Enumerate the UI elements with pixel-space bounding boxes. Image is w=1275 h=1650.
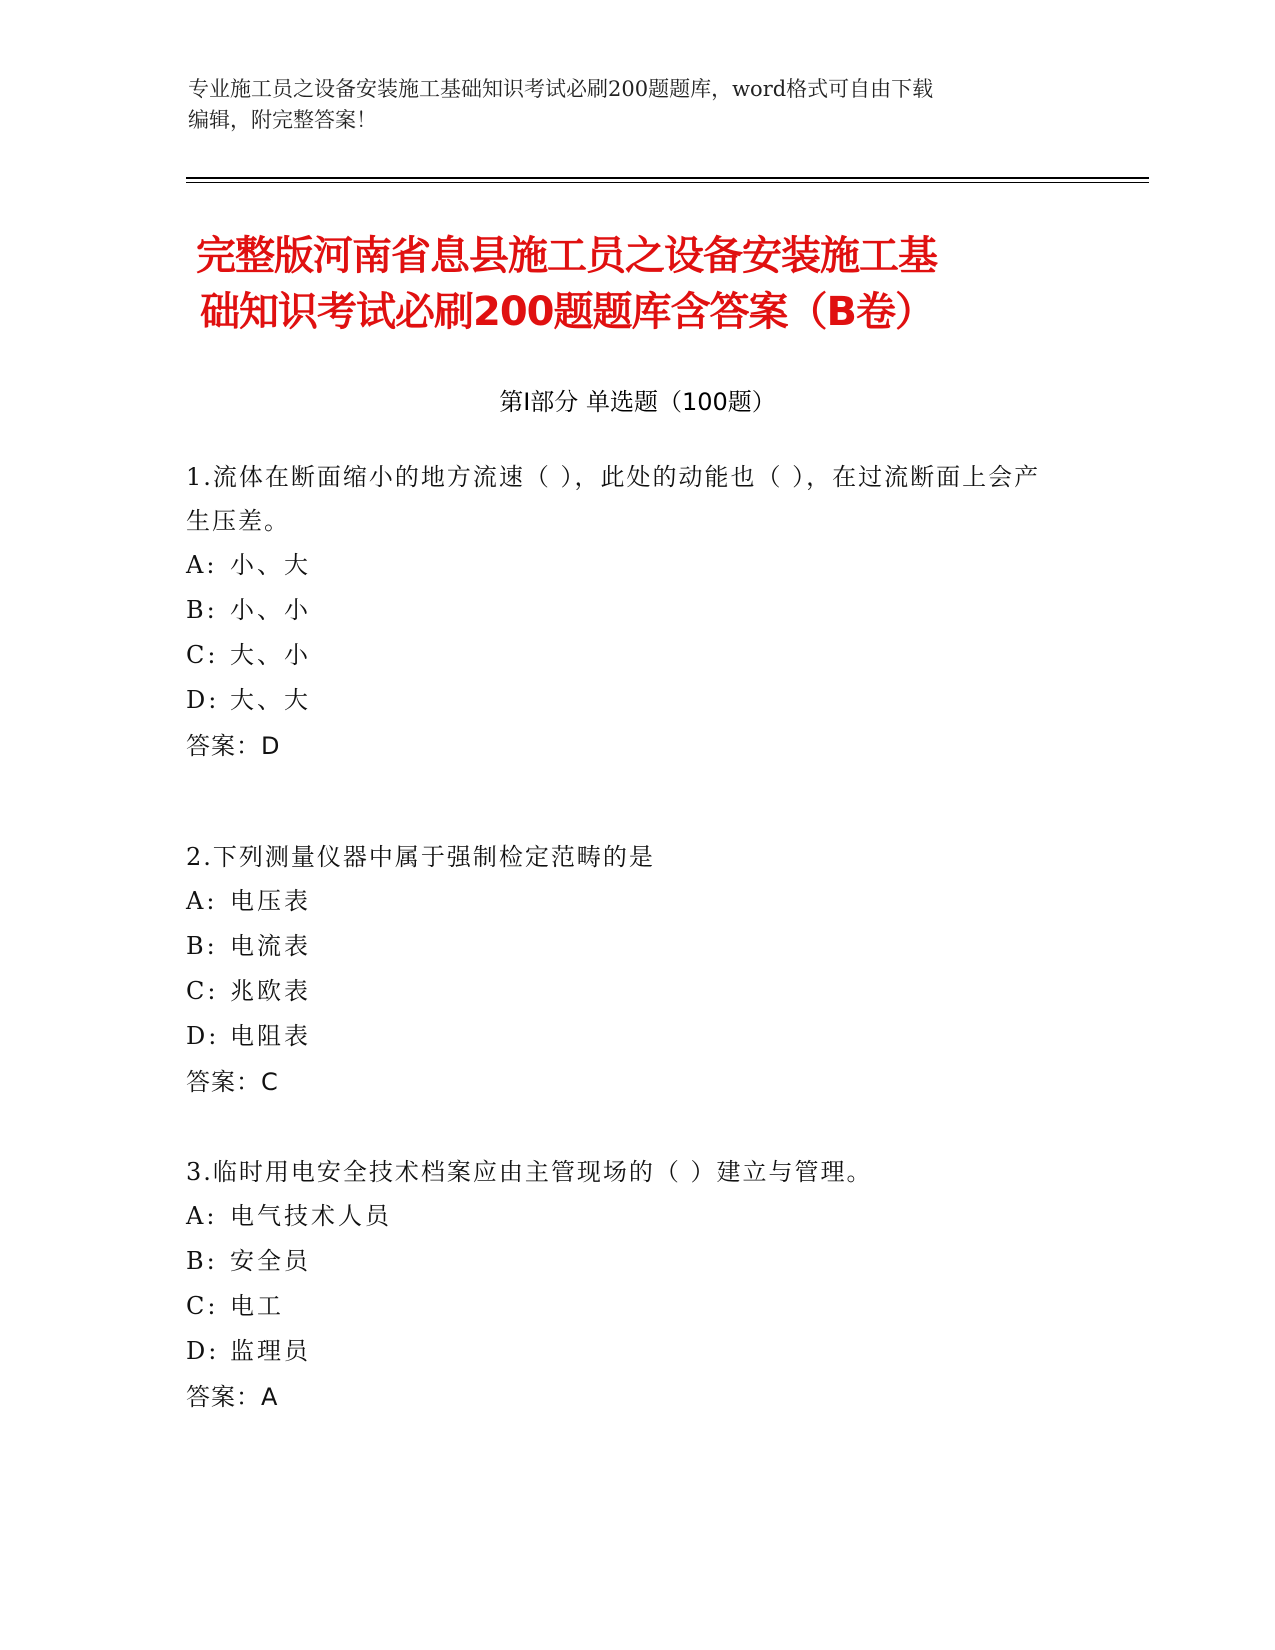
- header-note-line-1: 专业施工员之设备安装施工基础知识考试必刷200题题库，word格式可自由下载: [188, 77, 934, 101]
- option-key: A:: [186, 1202, 218, 1230]
- option-value: 电气技术人员: [230, 1202, 392, 1230]
- option-key: C:: [186, 1292, 219, 1320]
- option-key: B:: [186, 596, 218, 624]
- option-b: [186, 1239, 1066, 1284]
- option-d: [186, 1329, 1066, 1374]
- question-text: 2.下列测量仪器中属于强制检定范畴的是: [186, 843, 655, 871]
- answer-line: 答案：D: [186, 732, 281, 760]
- option-key: A:: [186, 551, 218, 579]
- option-value: 安全员: [230, 1247, 311, 1275]
- option-value: 电流表: [230, 932, 311, 960]
- answer-line: 答案：C: [186, 1068, 279, 1096]
- header-note: [188, 74, 1088, 136]
- option-a: [186, 543, 1066, 588]
- option-d: [186, 1014, 1066, 1059]
- option-key: A:: [186, 887, 218, 915]
- option-c: [186, 1284, 1066, 1329]
- option-value: 大、大: [230, 686, 311, 714]
- document-title: [196, 228, 1096, 340]
- option-b: [186, 924, 1066, 969]
- document-title-line-2: 础知识考试必刷200题题库含答案（B卷）: [200, 289, 934, 335]
- option-key: C:: [186, 977, 219, 1005]
- option-key: B:: [186, 1247, 218, 1275]
- question-text: 3.临时用电安全技术档案应由主管现场的（ ）建立与管理。: [186, 1158, 873, 1186]
- option-key: D:: [186, 686, 220, 714]
- header-divider-thin: [186, 182, 1149, 183]
- option-key: C:: [186, 641, 219, 669]
- option-c: [186, 633, 1066, 678]
- document-title-line-1: 完整版河南省息县施工员之设备安装施工基: [196, 233, 937, 279]
- option-value: 监理员: [230, 1337, 311, 1365]
- option-c: [186, 969, 1066, 1014]
- header-note-line-2: 编辑，附完整答案！: [188, 108, 377, 132]
- option-value: 电工: [230, 1292, 284, 1320]
- option-value: 电阻表: [230, 1022, 311, 1050]
- question-2: [186, 835, 1066, 1105]
- option-value: 电压表: [230, 887, 311, 915]
- option-value: 小、小: [230, 596, 311, 624]
- option-a: [186, 879, 1066, 924]
- header-divider-thick: [186, 177, 1149, 179]
- option-d: [186, 678, 1066, 723]
- question-3: [186, 1150, 1066, 1420]
- option-value: 大、小: [230, 641, 311, 669]
- option-key: B:: [186, 932, 218, 960]
- question-text: 1.流体在断面缩小的地方流速（ ），此处的动能也（ ），在过流断面上会产生压差。: [186, 463, 1041, 535]
- option-a: [186, 1194, 1066, 1239]
- answer-line: 答案：A: [186, 1383, 279, 1411]
- option-key: D:: [186, 1337, 220, 1365]
- option-value: 兆欧表: [230, 977, 311, 1005]
- section-heading: 第Ⅰ部分 单选题（100题）: [499, 388, 776, 416]
- question-1: [186, 455, 1066, 769]
- option-key: D:: [186, 1022, 220, 1050]
- option-value: 小、大: [230, 551, 311, 579]
- option-b: [186, 588, 1066, 633]
